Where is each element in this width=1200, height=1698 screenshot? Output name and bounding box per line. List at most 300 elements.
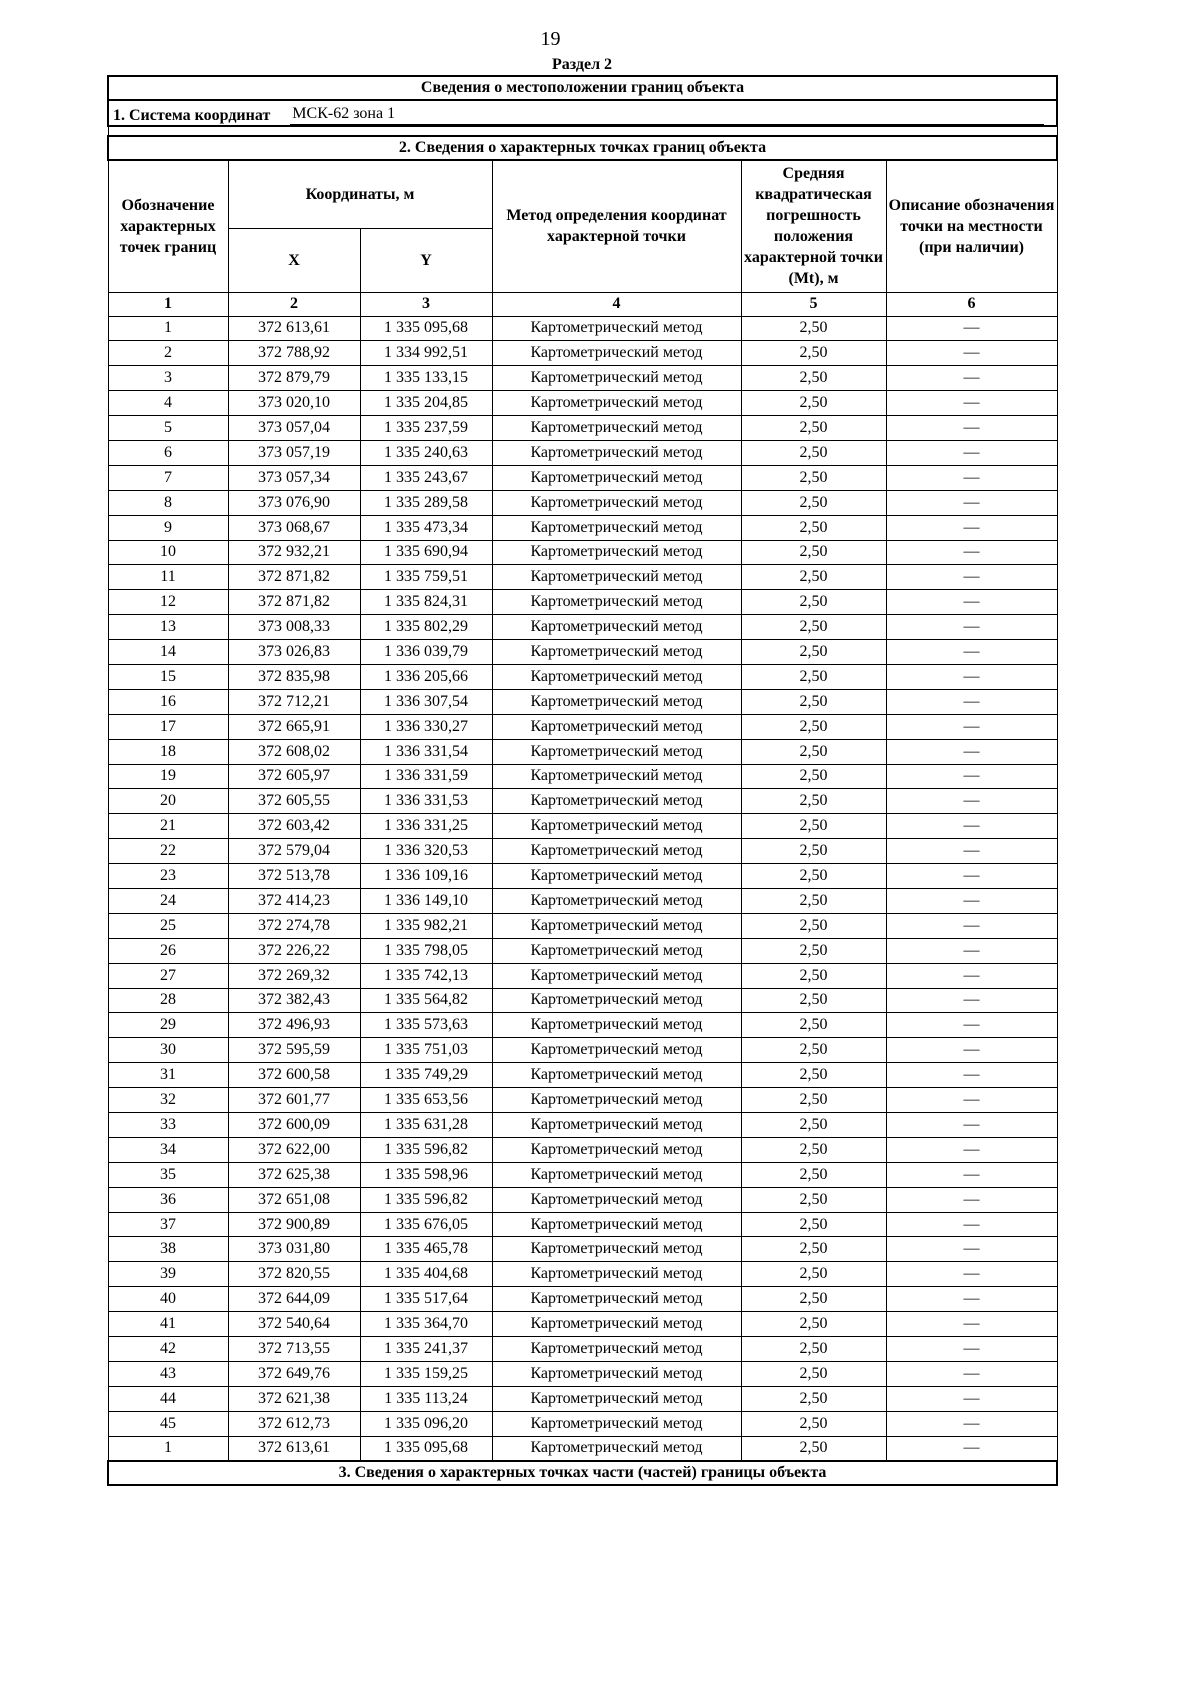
point-number-cell: 29 [108, 1013, 228, 1038]
point-number-cell: 12 [108, 590, 228, 615]
description-cell: — [886, 1287, 1057, 1312]
method-cell: Картометрический метод [492, 764, 741, 789]
error-cell: 2,50 [741, 664, 886, 689]
method-cell: Картометрический метод [492, 565, 741, 590]
x-coordinate-cell: 372 513,78 [228, 864, 360, 889]
coordinate-system-value: МСК-62 зона 1 [290, 104, 1044, 125]
parts-points-title: 3. Сведения о характерных точках части (частей) границы объекта [108, 1461, 1057, 1485]
x-coordinate-cell: 372 900,89 [228, 1212, 360, 1237]
x-coordinate-cell: 372 579,04 [228, 839, 360, 864]
method-cell: Картометрический метод [492, 1262, 741, 1287]
y-coordinate-cell: 1 335 240,63 [360, 440, 492, 465]
error-cell: 2,50 [741, 789, 886, 814]
y-coordinate-cell: 1 335 631,28 [360, 1113, 492, 1138]
error-cell: 2,50 [741, 963, 886, 988]
table-row [108, 988, 1057, 1013]
table-row [108, 1436, 1057, 1461]
x-coordinate-cell: 372 644,09 [228, 1287, 360, 1312]
error-cell: 2,50 [741, 1262, 886, 1287]
method-cell: Картометрический метод [492, 1187, 741, 1212]
description-cell: — [886, 714, 1057, 739]
x-coordinate-cell: 372 622,00 [228, 1137, 360, 1162]
method-cell: Картометрический метод [492, 1212, 741, 1237]
y-coordinate-cell: 1 336 331,25 [360, 814, 492, 839]
y-coordinate-cell: 1 335 798,05 [360, 938, 492, 963]
table-row [108, 1113, 1057, 1138]
description-cell: — [886, 1386, 1057, 1411]
header-coordinates: Координаты, м [228, 160, 492, 228]
method-cell: Картометрический метод [492, 1063, 741, 1088]
point-number-cell: 8 [108, 490, 228, 515]
point-number-cell: 25 [108, 913, 228, 938]
point-number-cell: 37 [108, 1212, 228, 1237]
description-cell: — [886, 764, 1057, 789]
description-cell: — [886, 465, 1057, 490]
error-cell: 2,50 [741, 1337, 886, 1362]
table-row [108, 1262, 1057, 1287]
point-number-cell: 18 [108, 739, 228, 764]
x-coordinate-cell: 372 835,98 [228, 664, 360, 689]
point-number-cell: 9 [108, 515, 228, 540]
x-coordinate-cell: 372 665,91 [228, 714, 360, 739]
description-cell: — [886, 440, 1057, 465]
method-cell: Картометрический метод [492, 963, 741, 988]
header-error: Средняя квадратическая погрешность положения характерной точки (Mt), м [741, 160, 886, 292]
point-number-cell: 22 [108, 839, 228, 864]
error-cell: 2,50 [741, 465, 886, 490]
point-number-cell: 28 [108, 988, 228, 1013]
table-row [108, 515, 1057, 540]
method-cell: Картометрический метод [492, 1038, 741, 1063]
description-cell: — [886, 664, 1057, 689]
y-coordinate-cell: 1 334 992,51 [360, 341, 492, 366]
description-cell: — [886, 416, 1057, 441]
description-cell: — [886, 316, 1057, 341]
y-coordinate-cell: 1 336 149,10 [360, 888, 492, 913]
points-title: 2. Сведения о характерных точках границ объекта [108, 136, 1057, 160]
x-coordinate-cell: 373 008,33 [228, 615, 360, 640]
table-row [108, 1137, 1057, 1162]
error-cell: 2,50 [741, 1386, 886, 1411]
y-coordinate-cell: 1 335 096,20 [360, 1411, 492, 1436]
table-row [108, 1337, 1057, 1362]
y-coordinate-cell: 1 335 824,31 [360, 590, 492, 615]
point-number-cell: 40 [108, 1287, 228, 1312]
method-cell: Картометрический метод [492, 640, 741, 665]
spacer-row [108, 126, 1057, 136]
point-number-cell: 10 [108, 540, 228, 565]
table-row [108, 366, 1057, 391]
y-coordinate-cell: 1 335 289,58 [360, 490, 492, 515]
y-coordinate-cell: 1 336 039,79 [360, 640, 492, 665]
table-row [108, 490, 1057, 515]
y-coordinate-cell: 1 335 564,82 [360, 988, 492, 1013]
error-cell: 2,50 [741, 864, 886, 889]
table-row [108, 316, 1057, 341]
error-cell: 2,50 [741, 839, 886, 864]
error-cell: 2,50 [741, 1137, 886, 1162]
method-cell: Картометрический метод [492, 440, 741, 465]
description-cell: — [886, 565, 1057, 590]
method-cell: Картометрический метод [492, 1237, 741, 1262]
description-cell: — [886, 1137, 1057, 1162]
y-coordinate-cell: 1 335 573,63 [360, 1013, 492, 1038]
point-number-cell: 5 [108, 416, 228, 441]
x-coordinate-cell: 372 712,21 [228, 689, 360, 714]
point-number-cell: 33 [108, 1113, 228, 1138]
description-cell: — [886, 540, 1057, 565]
table-row [108, 1013, 1057, 1038]
description-cell: — [886, 1436, 1057, 1461]
point-number-cell: 38 [108, 1237, 228, 1262]
x-coordinate-cell: 372 600,09 [228, 1113, 360, 1138]
error-cell: 2,50 [741, 1312, 886, 1337]
method-cell: Картометрический метод [492, 1137, 741, 1162]
x-coordinate-cell: 373 031,80 [228, 1237, 360, 1262]
description-cell: — [886, 814, 1057, 839]
method-cell: Картометрический метод [492, 366, 741, 391]
method-cell: Картометрический метод [492, 1337, 741, 1362]
description-cell: — [886, 1187, 1057, 1212]
y-coordinate-cell: 1 335 598,96 [360, 1162, 492, 1187]
y-coordinate-cell: 1 335 204,85 [360, 391, 492, 416]
error-cell: 2,50 [741, 1063, 886, 1088]
table-row [108, 1038, 1057, 1063]
error-cell: 2,50 [741, 1113, 886, 1138]
column-number: 3 [360, 292, 492, 316]
x-coordinate-cell: 372 713,55 [228, 1337, 360, 1362]
table-row [108, 739, 1057, 764]
method-cell: Картометрический метод [492, 540, 741, 565]
error-cell: 2,50 [741, 689, 886, 714]
error-cell: 2,50 [741, 1436, 886, 1461]
column-number: 6 [886, 292, 1057, 316]
method-cell: Картометрический метод [492, 864, 741, 889]
table-row [108, 1162, 1057, 1187]
error-cell: 2,50 [741, 316, 886, 341]
x-coordinate-cell: 373 057,04 [228, 416, 360, 441]
table-row [108, 1411, 1057, 1436]
point-number-cell: 36 [108, 1187, 228, 1212]
y-coordinate-cell: 1 335 095,68 [360, 316, 492, 341]
coordinate-system-row [108, 100, 1057, 126]
y-coordinate-cell: 1 335 243,67 [360, 465, 492, 490]
method-cell: Картометрический метод [492, 839, 741, 864]
column-number: 2 [228, 292, 360, 316]
x-coordinate-cell: 372 625,38 [228, 1162, 360, 1187]
error-cell: 2,50 [741, 1212, 886, 1237]
x-coordinate-cell: 372 414,23 [228, 888, 360, 913]
point-number-cell: 43 [108, 1361, 228, 1386]
point-number-cell: 20 [108, 789, 228, 814]
table-row [108, 615, 1057, 640]
method-cell: Картометрический метод [492, 1361, 741, 1386]
x-coordinate-cell: 372 621,38 [228, 1386, 360, 1411]
method-cell: Картометрический метод [492, 938, 741, 963]
point-number-cell: 16 [108, 689, 228, 714]
point-number-cell: 26 [108, 938, 228, 963]
header-method: Метод определения координат характерной точки [492, 160, 741, 292]
table-row [108, 1287, 1057, 1312]
table-row [108, 913, 1057, 938]
method-cell: Картометрический метод [492, 689, 741, 714]
table-row [108, 963, 1057, 988]
header-description: Описание обозначения точки на местности (при наличии) [886, 160, 1057, 292]
method-cell: Картометрический метод [492, 888, 741, 913]
error-cell: 2,50 [741, 1411, 886, 1436]
method-cell: Картометрический метод [492, 1312, 741, 1337]
y-coordinate-cell: 1 335 596,82 [360, 1137, 492, 1162]
description-cell: — [886, 1411, 1057, 1436]
y-coordinate-cell: 1 336 330,27 [360, 714, 492, 739]
description-cell: — [886, 689, 1057, 714]
error-cell: 2,50 [741, 1162, 886, 1187]
x-coordinate-cell: 372 871,82 [228, 590, 360, 615]
x-coordinate-cell: 373 057,34 [228, 465, 360, 490]
error-cell: 2,50 [741, 515, 886, 540]
y-coordinate-cell: 1 336 109,16 [360, 864, 492, 889]
point-number-cell: 24 [108, 888, 228, 913]
table-row [108, 888, 1057, 913]
y-coordinate-cell: 1 336 307,54 [360, 689, 492, 714]
x-coordinate-cell: 372 932,21 [228, 540, 360, 565]
method-cell: Картометрический метод [492, 391, 741, 416]
description-cell: — [886, 1088, 1057, 1113]
x-coordinate-cell: 372 600,58 [228, 1063, 360, 1088]
point-number-cell: 15 [108, 664, 228, 689]
y-coordinate-cell: 1 335 749,29 [360, 1063, 492, 1088]
point-number-cell: 4 [108, 391, 228, 416]
error-cell: 2,50 [741, 341, 886, 366]
method-cell: Картометрический метод [492, 714, 741, 739]
table-row [108, 814, 1057, 839]
table-row [108, 416, 1057, 441]
point-number-cell: 31 [108, 1063, 228, 1088]
method-cell: Картометрический метод [492, 1386, 741, 1411]
x-coordinate-cell: 373 057,19 [228, 440, 360, 465]
y-coordinate-cell: 1 335 676,05 [360, 1212, 492, 1237]
description-cell: — [886, 490, 1057, 515]
x-coordinate-cell: 372 269,32 [228, 963, 360, 988]
method-cell: Картометрический метод [492, 1013, 741, 1038]
description-cell: — [886, 1038, 1057, 1063]
description-cell: — [886, 366, 1057, 391]
point-number-cell: 13 [108, 615, 228, 640]
method-cell: Картометрический метод [492, 664, 741, 689]
x-coordinate-cell: 372 595,59 [228, 1038, 360, 1063]
y-coordinate-cell: 1 335 982,21 [360, 913, 492, 938]
x-coordinate-cell: 372 496,93 [228, 1013, 360, 1038]
y-coordinate-cell: 1 335 759,51 [360, 565, 492, 590]
x-coordinate-cell: 373 076,90 [228, 490, 360, 515]
header-designation: Обозначение характерных точек границ [108, 160, 228, 292]
y-coordinate-cell: 1 335 364,70 [360, 1312, 492, 1337]
x-coordinate-cell: 372 788,92 [228, 341, 360, 366]
error-cell: 2,50 [741, 814, 886, 839]
y-coordinate-cell: 1 335 802,29 [360, 615, 492, 640]
table-row [108, 540, 1057, 565]
error-cell: 2,50 [741, 490, 886, 515]
method-cell: Картометрический метод [492, 739, 741, 764]
table-row [108, 1212, 1057, 1237]
y-coordinate-cell: 1 335 742,13 [360, 963, 492, 988]
description-cell: — [886, 615, 1057, 640]
point-number-cell: 11 [108, 565, 228, 590]
point-number-cell: 2 [108, 341, 228, 366]
description-cell: — [886, 590, 1057, 615]
description-cell: — [886, 341, 1057, 366]
error-cell: 2,50 [741, 1013, 886, 1038]
y-coordinate-cell: 1 335 465,78 [360, 1237, 492, 1262]
column-number: 5 [741, 292, 886, 316]
description-cell: — [886, 988, 1057, 1013]
method-cell: Картометрический метод [492, 1113, 741, 1138]
point-number-cell: 41 [108, 1312, 228, 1337]
method-cell: Картометрический метод [492, 789, 741, 814]
table-row [108, 764, 1057, 789]
method-cell: Картометрический метод [492, 1436, 741, 1461]
section-title: Раздел 2 [551, 56, 613, 73]
x-coordinate-cell: 372 226,22 [228, 938, 360, 963]
point-number-cell: 34 [108, 1137, 228, 1162]
error-cell: 2,50 [741, 640, 886, 665]
description-cell: — [886, 391, 1057, 416]
error-cell: 2,50 [741, 615, 886, 640]
table-row [108, 440, 1057, 465]
description-cell: — [886, 1212, 1057, 1237]
x-coordinate-cell: 372 608,02 [228, 739, 360, 764]
error-cell: 2,50 [741, 1361, 886, 1386]
x-coordinate-cell: 372 879,79 [228, 366, 360, 391]
description-cell: — [886, 913, 1057, 938]
point-number-cell: 17 [108, 714, 228, 739]
error-cell: 2,50 [741, 416, 886, 441]
column-number: 1 [108, 292, 228, 316]
method-cell: Картометрический метод [492, 1162, 741, 1187]
table-row [108, 1088, 1057, 1113]
description-cell: — [886, 739, 1057, 764]
y-coordinate-cell: 1 335 241,37 [360, 1337, 492, 1362]
point-number-cell: 1 [108, 1436, 228, 1461]
point-number-cell: 23 [108, 864, 228, 889]
point-number-cell: 44 [108, 1386, 228, 1411]
error-cell: 2,50 [741, 714, 886, 739]
point-number-cell: 27 [108, 963, 228, 988]
y-coordinate-cell: 1 336 331,53 [360, 789, 492, 814]
x-coordinate-cell: 372 613,61 [228, 1436, 360, 1461]
error-cell: 2,50 [741, 1237, 886, 1262]
y-coordinate-cell: 1 336 320,53 [360, 839, 492, 864]
point-number-cell: 35 [108, 1162, 228, 1187]
y-coordinate-cell: 1 335 751,03 [360, 1038, 492, 1063]
error-cell: 2,50 [741, 938, 886, 963]
point-number-cell: 21 [108, 814, 228, 839]
method-cell: Картометрический метод [492, 1287, 741, 1312]
y-coordinate-cell: 1 335 517,64 [360, 1287, 492, 1312]
y-coordinate-cell: 1 335 095,68 [360, 1436, 492, 1461]
method-cell: Картометрический метод [492, 341, 741, 366]
table-row [108, 640, 1057, 665]
x-coordinate-cell: 372 820,55 [228, 1262, 360, 1287]
point-number-cell: 32 [108, 1088, 228, 1113]
point-number-cell: 6 [108, 440, 228, 465]
x-coordinate-cell: 372 382,43 [228, 988, 360, 1013]
description-cell: — [886, 1013, 1057, 1038]
boundary-table [107, 75, 1058, 1486]
method-cell: Картометрический метод [492, 1411, 741, 1436]
description-cell: — [886, 1361, 1057, 1386]
x-coordinate-cell: 372 605,97 [228, 764, 360, 789]
point-number-cell: 14 [108, 640, 228, 665]
description-cell: — [886, 1312, 1057, 1337]
point-number-cell: 1 [108, 316, 228, 341]
x-coordinate-cell: 372 274,78 [228, 913, 360, 938]
header-x: X [228, 228, 360, 292]
error-cell: 2,50 [741, 1038, 886, 1063]
point-number-cell: 30 [108, 1038, 228, 1063]
table-row [108, 565, 1057, 590]
description-cell: — [886, 1063, 1057, 1088]
error-cell: 2,50 [741, 1287, 886, 1312]
y-coordinate-cell: 1 335 113,24 [360, 1386, 492, 1411]
table-row [108, 664, 1057, 689]
table-row [108, 789, 1057, 814]
error-cell: 2,50 [741, 565, 886, 590]
description-cell: — [886, 515, 1057, 540]
x-coordinate-cell: 372 540,64 [228, 1312, 360, 1337]
table-row [108, 1312, 1057, 1337]
description-cell: — [886, 1237, 1057, 1262]
method-cell: Картометрический метод [492, 416, 741, 441]
error-cell: 2,50 [741, 540, 886, 565]
method-cell: Картометрический метод [492, 988, 741, 1013]
method-cell: Картометрический метод [492, 1088, 741, 1113]
description-cell: — [886, 1337, 1057, 1362]
y-coordinate-cell: 1 336 331,59 [360, 764, 492, 789]
method-cell: Картометрический метод [492, 590, 741, 615]
table-row [108, 938, 1057, 963]
table-row [108, 391, 1057, 416]
method-cell: Картометрический метод [492, 490, 741, 515]
description-cell: — [886, 789, 1057, 814]
y-coordinate-cell: 1 335 596,82 [360, 1187, 492, 1212]
y-coordinate-cell: 1 335 237,59 [360, 416, 492, 441]
table-row [108, 839, 1057, 864]
error-cell: 2,50 [741, 913, 886, 938]
table-row [108, 1361, 1057, 1386]
table-row [108, 714, 1057, 739]
error-cell: 2,50 [741, 1187, 886, 1212]
table-title: Сведения о местоположении границ объекта [108, 76, 1057, 100]
header-y: Y [360, 228, 492, 292]
table-row [108, 465, 1057, 490]
x-coordinate-cell: 373 026,83 [228, 640, 360, 665]
method-cell: Картометрический метод [492, 515, 741, 540]
y-coordinate-cell: 1 335 690,94 [360, 540, 492, 565]
table-row [108, 689, 1057, 714]
x-coordinate-cell: 372 603,42 [228, 814, 360, 839]
x-coordinate-cell: 372 612,73 [228, 1411, 360, 1436]
x-coordinate-cell: 372 613,61 [228, 316, 360, 341]
page-number: 19 [540, 28, 561, 50]
description-cell: — [886, 640, 1057, 665]
y-coordinate-cell: 1 335 404,68 [360, 1262, 492, 1287]
point-number-cell: 7 [108, 465, 228, 490]
x-coordinate-cell: 372 601,77 [228, 1088, 360, 1113]
x-coordinate-cell: 373 068,67 [228, 515, 360, 540]
error-cell: 2,50 [741, 440, 886, 465]
error-cell: 2,50 [741, 1088, 886, 1113]
